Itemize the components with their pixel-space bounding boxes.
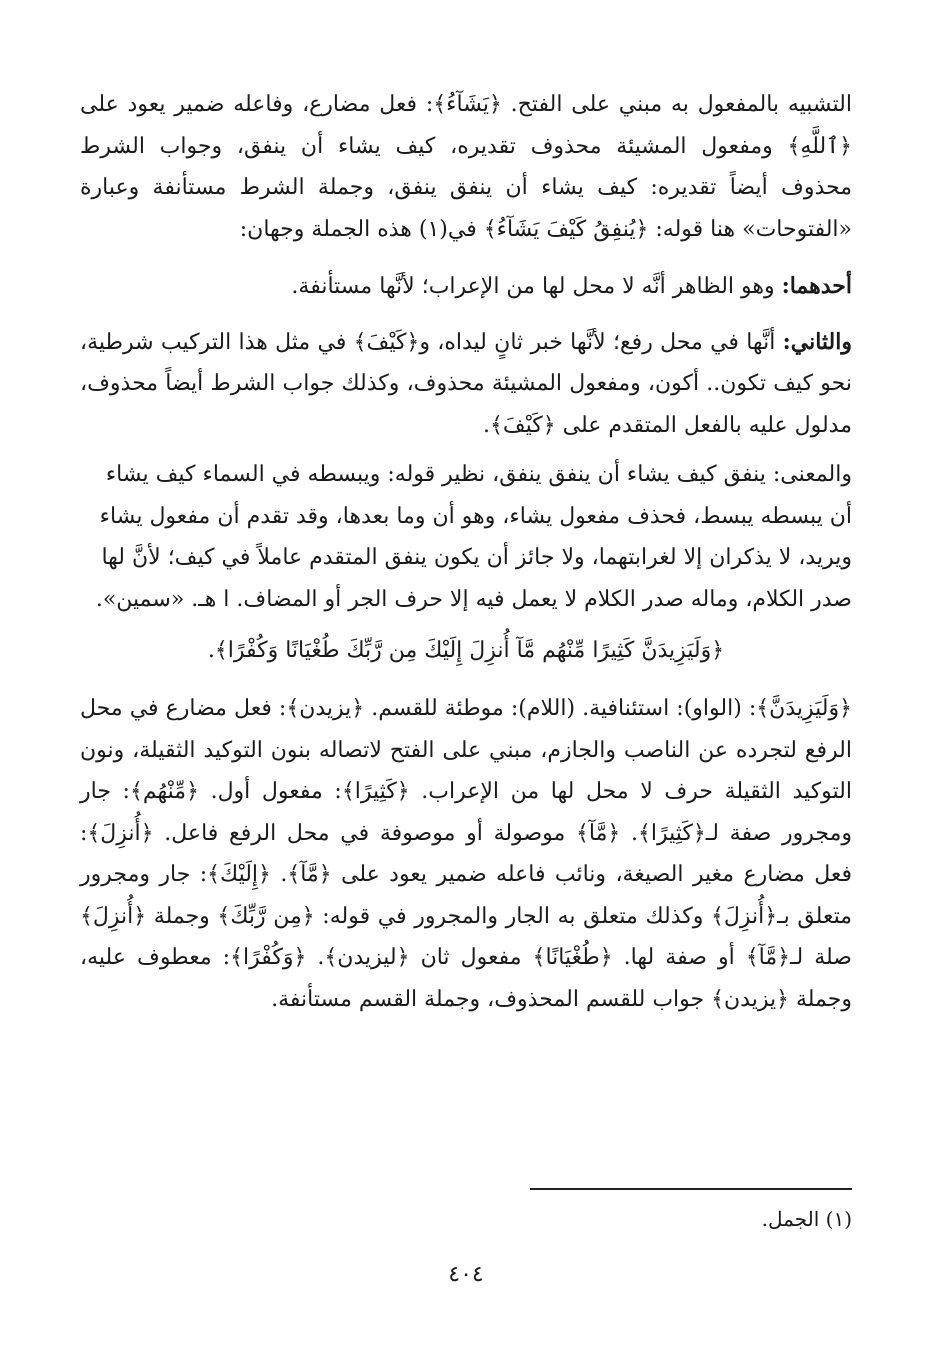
footnote: (١) الجمل. (761, 1207, 852, 1231)
paragraph-second-view (80, 322, 852, 447)
second-view-heading: والثاني: (782, 328, 852, 355)
paragraph-1: التشبيه بالمفعول به مبني على الفتح. ﴿يَشَآءُ﴾: فعل مضارع، وفاعله ضمير يعود على ﴿ٱللَّهِ﴾ ومفعول المشيئة محذوف تقديره، كيف يشاء أن ينفق، وجواب الشرط محذوف أيضاً تقديره: كيف يشاء أن ينفق ينفق، وجملة الشرط مستأنفة وعبارة «الفتوحات» هنا قوله: ﴿يُنفِقُ كَيْفَ يَشَآءُ﴾ في(١) هذه الجملة وجهان: (80, 92, 852, 242)
first-view-text: وهو الظاهر أنَّه لا محل لها من الإعراب؛ لأنَّها مستأنفة. (291, 274, 782, 299)
page-number: ٤٠٤ (448, 1262, 484, 1287)
quran-verse: ﴿وَلَيَزِيدَنَّ كَثِيرًا مِّنْهُم مَّآ أُنزِلَ إِلَيْكَ مِن رَّبِّكَ طُغْيَانًا وَكُفْرًا﴾. (207, 638, 725, 663)
first-view-heading: أحدهما: (781, 273, 852, 299)
footnote-divider (530, 1188, 852, 1190)
paragraph-first-view (80, 266, 852, 308)
book-page (80, 84, 852, 1334)
second-view-text: أنَّها في محل رفع؛ لأنَّها خبر ثانٍ ليداه، و﴿كَيْفَ﴾ في مثل هذا التركيب شرطية، نحو كيف تكون.. أكون، ومفعول المشيئة محذوف، وكذلك جواب الشرط أيضاً محذوف، مدلول عليه بالفعل المتقدم على ﴿كَيْفَ﴾. (80, 329, 852, 438)
paragraph-meaning: والمعنى: ينفق كيف يشاء أن ينفق ينفق، نظير قوله: ويبسطه في السماء كيف يشاء أن يبسطه يبسط، فحذف مفعول يشاء، وهو أن وما بعدها، وقد تقدم أن مفعول يشاء ويريد، لا يذكران إلا لغرابتهما، ولا جائز أن يكون ينفق المتقدم عاملاً في كيف؛ لأنَّ لها صدر الكلام، وماله صدر الكلام لا يعمل فيه إلا حرف الجر أو المضاف. ا هـ. «سمين». (95, 462, 852, 612)
paragraph-grammar-analysis: ﴿وَلَيَزِيدَنَّ﴾: (الواو): استئنافية. (اللام): موطئة للقسم. ﴿يزيدن﴾: فعل مضارع في محل الرفع لتجرده عن الناصب والجازم، مبني على الفتح لاتصاله بنون التوكيد الثقيلة، ونون التوكيد الثقيلة حرف لا محل لها من الإعراب. ﴿كَثِيرًا﴾: مفعول أول. ﴿مِّنْهُم﴾: جار ومجرور صفة لـ﴿كَثِيرًا﴾. ﴿مَّآ﴾ موصولة أو موصوفة في محل الرفع فاعل. ﴿أُنزِلَ﴾: فعل مضارع مغير الصيغة، ونائب فاعله ضمير يعود على ﴿مَّآ﴾. ﴿إِلَيْكَ﴾: جار ومجرور متعلق بـ﴿أُنزِلَ﴾ وكذلك متعلق به الجار والمجرور في قوله: ﴿مِن رَّبِّكَ﴾ وجملة ﴿أُنزِلَ﴾ صلة لـ﴿مَّآ﴾ أو صفة لها. ﴿طُغْيَانًا﴾ مفعول ثان ﴿ليزيدن﴾. ﴿وَكُفْرًا﴾: معطوف عليه، وجملة ﴿يزيدن﴾ جواب للقسم المحذوف، وجملة القسم مستأنفة. (80, 696, 852, 1012)
